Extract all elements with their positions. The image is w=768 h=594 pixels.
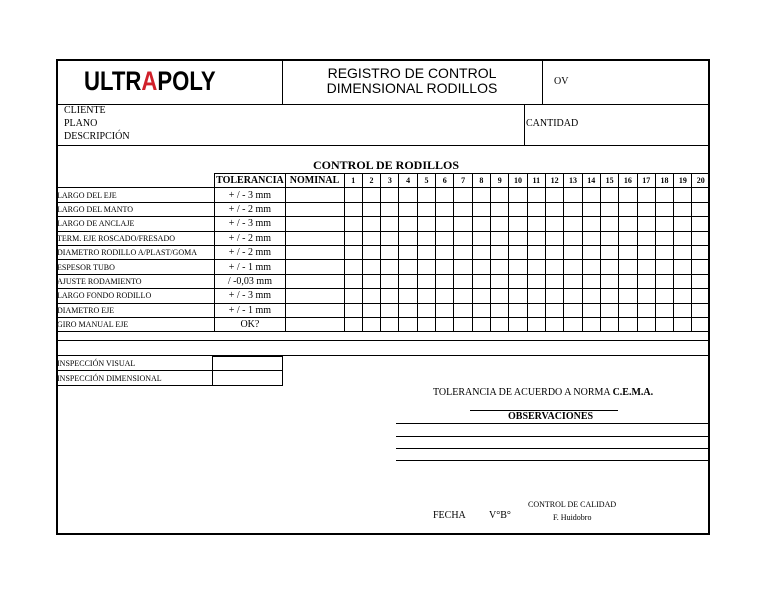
row-label: LARGO DEL EJE — [56, 188, 215, 202]
measurement-cell[interactable] — [564, 260, 582, 274]
measurement-cell[interactable] — [509, 188, 527, 202]
measurement-cell[interactable] — [399, 202, 417, 216]
measurement-cell[interactable] — [655, 217, 673, 231]
measurement-cell[interactable] — [582, 217, 600, 231]
row-tolerance: + / - 2 mm — [215, 231, 285, 245]
row-nominal-field[interactable] — [285, 274, 344, 288]
measurement-cell[interactable] — [692, 202, 710, 216]
measurement-cell[interactable] — [436, 188, 454, 202]
measurement-cell[interactable] — [344, 289, 362, 303]
measurement-cell[interactable] — [655, 289, 673, 303]
observaciones-line-4[interactable] — [396, 460, 710, 461]
measurement-cell[interactable] — [527, 274, 545, 288]
measurement-cell[interactable] — [399, 188, 417, 202]
measurement-cell[interactable] — [381, 202, 399, 216]
measurement-cell[interactable] — [454, 289, 472, 303]
measurement-cell[interactable] — [436, 303, 454, 317]
measurement-cell[interactable] — [655, 188, 673, 202]
col-sample-2: 2 — [362, 174, 380, 188]
inspection-row-dimensional — [56, 371, 282, 385]
row-nominal-field[interactable] — [285, 303, 344, 317]
measurement-cell[interactable] — [417, 231, 435, 245]
col-sample-4: 4 — [399, 174, 417, 188]
measurement-cell[interactable] — [674, 202, 692, 216]
row-nominal-field[interactable] — [285, 231, 344, 245]
measurement-cell[interactable] — [472, 231, 490, 245]
measurement-cell[interactable] — [692, 303, 710, 317]
tolerance-note: TOLERANCIA DE ACUERDO A NORMA C.E.M.A. — [433, 387, 654, 398]
measurement-cell[interactable] — [472, 303, 490, 317]
control-row — [56, 317, 710, 331]
norma-cema: C.E.M.A. — [612, 387, 654, 398]
measurement-cell[interactable] — [655, 202, 673, 216]
measurement-cell[interactable] — [600, 303, 618, 317]
control-row — [56, 245, 710, 259]
measurement-cell[interactable] — [619, 289, 637, 303]
blank-row-line-1 — [56, 340, 710, 341]
measurement-cell[interactable] — [655, 303, 673, 317]
measurement-cell[interactable] — [399, 317, 417, 331]
measurement-cell[interactable] — [362, 317, 380, 331]
measurement-cell[interactable] — [600, 231, 618, 245]
measurement-cell[interactable] — [564, 245, 582, 259]
measurement-cell[interactable] — [545, 317, 563, 331]
measurement-cell[interactable] — [344, 260, 362, 274]
control-row — [56, 289, 710, 303]
measurement-cell[interactable] — [637, 303, 655, 317]
observaciones-line-2[interactable] — [396, 436, 710, 437]
measurement-cell[interactable] — [527, 317, 545, 331]
measurement-cell[interactable] — [692, 245, 710, 259]
company-logo: ULTRAPOLY — [84, 66, 216, 96]
measurement-cell[interactable] — [491, 260, 509, 274]
descripcion-label: DESCRIPCIÓN — [64, 131, 130, 142]
measurement-cell[interactable] — [600, 217, 618, 231]
row-tolerance: + / - 1 mm — [215, 260, 285, 274]
measurement-cell[interactable] — [454, 260, 472, 274]
row-nominal-field[interactable] — [285, 188, 344, 202]
measurement-cell[interactable] — [692, 317, 710, 331]
measurement-cell[interactable] — [582, 317, 600, 331]
inspeccion-dimensional-label: INSPECCIÓN DIMENSIONAL — [56, 371, 212, 385]
control-row — [56, 274, 710, 288]
measurement-cell[interactable] — [509, 231, 527, 245]
row-tolerance: / -0,03 mm — [215, 274, 285, 288]
measurement-cell[interactable] — [399, 289, 417, 303]
measurement-cell[interactable] — [454, 245, 472, 259]
measurement-cell[interactable] — [527, 231, 545, 245]
measurement-cell[interactable] — [399, 303, 417, 317]
measurement-cell[interactable] — [381, 245, 399, 259]
inspeccion-visual-label: INSPECCIÓN VISUAL — [57, 358, 136, 368]
measurement-cell[interactable] — [454, 188, 472, 202]
col-sample-3: 3 — [381, 174, 399, 188]
measurement-cell[interactable] — [454, 303, 472, 317]
measurement-cell[interactable] — [509, 202, 527, 216]
measurement-cell[interactable] — [417, 260, 435, 274]
measurement-cell[interactable] — [564, 231, 582, 245]
col-sample-11: 11 — [527, 174, 545, 188]
measurement-cell[interactable] — [600, 245, 618, 259]
measurement-cell[interactable] — [417, 188, 435, 202]
row-label: LARGO FONDO RODILLO — [56, 289, 215, 303]
measurement-cell[interactable] — [619, 317, 637, 331]
measurement-cell[interactable] — [509, 245, 527, 259]
measurement-cell[interactable] — [362, 217, 380, 231]
header-divider — [56, 104, 710, 105]
measurement-cell[interactable] — [472, 289, 490, 303]
header-divider-2 — [542, 59, 543, 104]
measurement-cell[interactable] — [545, 231, 563, 245]
measurement-cell[interactable] — [545, 274, 563, 288]
row-tolerance: + / - 2 mm — [215, 202, 285, 216]
measurement-cell[interactable] — [527, 245, 545, 259]
measurement-cell[interactable] — [472, 202, 490, 216]
control-row — [56, 303, 710, 317]
measurement-cell[interactable] — [399, 274, 417, 288]
col-sample-6: 6 — [436, 174, 454, 188]
measurement-cell[interactable] — [436, 202, 454, 216]
measurement-cell[interactable] — [637, 260, 655, 274]
measurement-cell[interactable] — [674, 217, 692, 231]
measurement-cell[interactable] — [362, 260, 380, 274]
measurement-cell[interactable] — [472, 260, 490, 274]
measurement-cell[interactable] — [362, 274, 380, 288]
col-nominal: NOMINAL — [285, 174, 344, 188]
measurement-cell[interactable] — [509, 289, 527, 303]
measurement-cell[interactable] — [454, 202, 472, 216]
measurement-cell[interactable] — [362, 188, 380, 202]
measurement-cell[interactable] — [674, 231, 692, 245]
measurement-cell[interactable] — [564, 289, 582, 303]
measurement-cell[interactable] — [344, 188, 362, 202]
col-sample-14: 14 — [582, 174, 600, 188]
measurement-cell[interactable] — [674, 303, 692, 317]
title-line-2: DIMENSIONAL RODILLOS — [326, 80, 498, 96]
measurement-cell[interactable] — [417, 245, 435, 259]
measurement-cell[interactable] — [436, 317, 454, 331]
measurement-cell[interactable] — [381, 317, 399, 331]
measurement-cell[interactable] — [637, 289, 655, 303]
measurement-cell[interactable] — [436, 217, 454, 231]
measurement-cell[interactable] — [692, 217, 710, 231]
measurement-cell[interactable] — [582, 188, 600, 202]
inspection-table — [56, 356, 283, 386]
measurement-cell[interactable] — [545, 289, 563, 303]
row-tolerance: + / - 3 mm — [215, 217, 285, 231]
plano-label: PLANO — [64, 118, 98, 129]
info-labels — [64, 104, 130, 143]
row-label: TERM. EJE ROSCADO/FRESADO — [56, 231, 215, 245]
row-tolerance: + / - 3 mm — [215, 289, 285, 303]
measurement-cell[interactable] — [399, 217, 417, 231]
measurement-cell[interactable] — [600, 289, 618, 303]
measurement-cell[interactable] — [344, 317, 362, 331]
row-nominal-field[interactable] — [285, 245, 344, 259]
measurement-cell[interactable] — [527, 289, 545, 303]
measurement-cell[interactable] — [472, 317, 490, 331]
row-label: GIRO MANUAL EJE — [56, 317, 215, 331]
measurement-cell[interactable] — [655, 260, 673, 274]
measurement-cell[interactable] — [381, 217, 399, 231]
control-header-row — [56, 174, 710, 188]
title-line-1: REGISTRO DE CONTROL — [327, 65, 497, 81]
measurement-cell[interactable] — [381, 303, 399, 317]
measurement-cell[interactable] — [381, 289, 399, 303]
measurement-cell[interactable] — [491, 231, 509, 245]
fecha-label: FECHA — [433, 510, 466, 521]
info-divider — [524, 104, 525, 145]
measurement-cell[interactable] — [655, 245, 673, 259]
measurement-cell[interactable] — [545, 260, 563, 274]
measurement-cell[interactable] — [362, 289, 380, 303]
measurement-cell[interactable] — [655, 274, 673, 288]
measurement-cell[interactable] — [564, 202, 582, 216]
measurement-cell[interactable] — [399, 260, 417, 274]
measurement-cell[interactable] — [417, 217, 435, 231]
measurement-cell[interactable] — [600, 202, 618, 216]
row-label: AJUSTE RODAMIENTO — [56, 274, 215, 288]
control-row — [56, 202, 710, 216]
measurement-cell[interactable] — [637, 217, 655, 231]
measurement-cell[interactable] — [600, 317, 618, 331]
measurement-cell[interactable] — [692, 260, 710, 274]
measurement-cell[interactable] — [362, 303, 380, 317]
measurement-cell[interactable] — [637, 317, 655, 331]
col-sample-8: 8 — [472, 174, 490, 188]
firma-label: F. Huidobro — [553, 513, 592, 522]
measurement-cell[interactable] — [637, 188, 655, 202]
measurement-cell[interactable] — [619, 231, 637, 245]
measurement-cell[interactable] — [619, 245, 637, 259]
measurement-cell[interactable] — [362, 202, 380, 216]
col-sample-5: 5 — [417, 174, 435, 188]
measurement-cell[interactable] — [509, 217, 527, 231]
measurement-cell[interactable] — [564, 303, 582, 317]
col-sample-7: 7 — [454, 174, 472, 188]
col-sample-20: 20 — [692, 174, 710, 188]
measurement-cell[interactable] — [491, 317, 509, 331]
control-row — [56, 231, 710, 245]
measurement-cell[interactable] — [509, 317, 527, 331]
measurement-cell[interactable] — [436, 245, 454, 259]
measurement-cell[interactable] — [674, 188, 692, 202]
measurement-cell[interactable] — [600, 274, 618, 288]
measurement-cell[interactable] — [344, 217, 362, 231]
document-title — [282, 66, 542, 96]
measurement-cell[interactable] — [509, 260, 527, 274]
row-tolerance: + / - 2 mm — [215, 245, 285, 259]
measurement-cell[interactable] — [381, 260, 399, 274]
row-label: DIAMETRO RODILLO A/PLAST/GOMA — [56, 245, 215, 259]
measurement-cell[interactable] — [545, 202, 563, 216]
measurement-cell[interactable] — [582, 245, 600, 259]
cantidad-label: CANTIDAD — [526, 118, 579, 129]
control-row — [56, 188, 710, 202]
row-tolerance: + / - 3 mm — [215, 188, 285, 202]
measurement-cell[interactable] — [436, 289, 454, 303]
measurement-cell[interactable] — [417, 303, 435, 317]
measurement-cell[interactable] — [674, 274, 692, 288]
cliente-label: CLIENTE — [64, 105, 106, 116]
info-bottom-line — [56, 145, 710, 146]
measurement-cell[interactable] — [344, 274, 362, 288]
measurement-cell[interactable] — [564, 217, 582, 231]
measurement-cell[interactable] — [692, 289, 710, 303]
measurement-cell[interactable] — [655, 231, 673, 245]
ov-label: OV — [554, 76, 569, 87]
measurement-cell[interactable] — [472, 245, 490, 259]
col-sample-15: 15 — [600, 174, 618, 188]
measurement-cell[interactable] — [509, 274, 527, 288]
row-label: ESPESOR TUBO — [56, 260, 215, 274]
measurement-cell[interactable] — [381, 231, 399, 245]
measurement-cell[interactable] — [417, 317, 435, 331]
col-sample-12: 12 — [545, 174, 563, 188]
measurement-cell[interactable] — [381, 188, 399, 202]
row-tolerance: OK? — [215, 317, 285, 331]
col-sample-1: 1 — [344, 174, 362, 188]
measurement-cell[interactable] — [545, 188, 563, 202]
observaciones-line-3[interactable] — [396, 448, 710, 449]
measurement-cell[interactable] — [674, 289, 692, 303]
col-sample-10: 10 — [509, 174, 527, 188]
measurement-cell[interactable] — [655, 317, 673, 331]
measurement-cell[interactable] — [381, 274, 399, 288]
measurement-cell[interactable] — [399, 245, 417, 259]
measurement-cell[interactable] — [637, 231, 655, 245]
measurement-cell[interactable] — [619, 260, 637, 274]
observaciones-line-1[interactable] — [396, 423, 710, 424]
col-tolerancia: TOLERANCIA — [216, 175, 284, 187]
measurement-cell[interactable] — [637, 202, 655, 216]
measurement-cell[interactable] — [472, 188, 490, 202]
measurement-cell[interactable] — [582, 231, 600, 245]
measurement-cell[interactable] — [454, 217, 472, 231]
measurement-cell[interactable] — [509, 303, 527, 317]
measurement-cell[interactable] — [545, 217, 563, 231]
measurement-cell[interactable] — [436, 231, 454, 245]
measurement-cell[interactable] — [674, 245, 692, 259]
measurement-cell[interactable] — [527, 217, 545, 231]
measurement-cell[interactable] — [600, 260, 618, 274]
measurement-cell[interactable] — [600, 188, 618, 202]
measurement-cell[interactable] — [491, 289, 509, 303]
row-nominal-field[interactable] — [285, 289, 344, 303]
measurement-cell[interactable] — [362, 231, 380, 245]
measurement-cell[interactable] — [619, 217, 637, 231]
measurement-cell[interactable] — [582, 260, 600, 274]
measurement-cell[interactable] — [344, 202, 362, 216]
measurement-cell[interactable] — [472, 274, 490, 288]
measurement-cell[interactable] — [637, 274, 655, 288]
measurement-cell[interactable] — [362, 245, 380, 259]
measurement-cell[interactable] — [491, 202, 509, 216]
row-nominal-field[interactable] — [285, 260, 344, 274]
measurement-cell[interactable] — [564, 274, 582, 288]
control-row — [56, 217, 710, 231]
measurement-cell[interactable] — [436, 260, 454, 274]
measurement-cell[interactable] — [545, 245, 563, 259]
row-label: LARGO DE ANCLAJE — [56, 217, 215, 231]
measurement-cell[interactable] — [491, 245, 509, 259]
measurement-cell[interactable] — [491, 217, 509, 231]
measurement-cell[interactable] — [527, 303, 545, 317]
measurement-cell[interactable] — [417, 289, 435, 303]
measurement-cell[interactable] — [692, 188, 710, 202]
measurement-cell[interactable] — [674, 260, 692, 274]
control-row — [56, 260, 710, 274]
measurement-cell[interactable] — [454, 274, 472, 288]
row-nominal-field[interactable] — [285, 217, 344, 231]
measurement-cell[interactable] — [619, 274, 637, 288]
measurement-cell[interactable] — [527, 188, 545, 202]
row-nominal-field[interactable] — [285, 317, 344, 331]
col-sample-9: 9 — [491, 174, 509, 188]
row-tolerance: + / - 1 mm — [215, 303, 285, 317]
measurement-cell[interactable] — [527, 260, 545, 274]
measurement-cell[interactable] — [527, 202, 545, 216]
col-sample-16: 16 — [619, 174, 637, 188]
col-sample-19: 19 — [674, 174, 692, 188]
col-sample-13: 13 — [564, 174, 582, 188]
measurement-cell[interactable] — [545, 303, 563, 317]
vb-label: V°B° — [489, 510, 511, 521]
measurement-cell[interactable] — [582, 274, 600, 288]
measurement-cell[interactable] — [344, 231, 362, 245]
measurement-cell[interactable] — [472, 217, 490, 231]
measurement-cell[interactable] — [491, 274, 509, 288]
measurement-cell[interactable] — [619, 188, 637, 202]
measurement-cell[interactable] — [619, 202, 637, 216]
measurement-cell[interactable] — [417, 202, 435, 216]
control-title: CONTROL DE RODILLOS — [313, 158, 460, 172]
measurement-cell[interactable] — [454, 317, 472, 331]
control-calidad-label: CONTROL DE CALIDAD — [528, 500, 617, 509]
measurement-cell[interactable] — [564, 317, 582, 331]
inspeccion-visual-field[interactable] — [212, 357, 282, 371]
measurement-cell[interactable] — [582, 289, 600, 303]
row-nominal-field[interactable] — [285, 202, 344, 216]
measurement-cell[interactable] — [491, 303, 509, 317]
inspection-row-visual — [56, 357, 282, 371]
measurement-cell[interactable] — [564, 188, 582, 202]
inspeccion-dimensional-field[interactable] — [212, 371, 282, 385]
measurement-cell[interactable] — [436, 274, 454, 288]
measurement-cell[interactable] — [454, 231, 472, 245]
col-sample-18: 18 — [655, 174, 673, 188]
measurement-cell[interactable] — [491, 188, 509, 202]
measurement-cell[interactable] — [344, 245, 362, 259]
col-sample-17: 17 — [637, 174, 655, 188]
measurement-cell[interactable] — [692, 231, 710, 245]
row-label: DIAMETRO EJE — [56, 303, 215, 317]
observaciones-title: OBSERVACIONES — [508, 411, 594, 422]
measurement-cell[interactable] — [637, 245, 655, 259]
control-table — [56, 173, 710, 332]
measurement-cell[interactable] — [344, 303, 362, 317]
measurement-cell[interactable] — [417, 274, 435, 288]
measurement-cell[interactable] — [619, 303, 637, 317]
measurement-cell[interactable] — [582, 303, 600, 317]
measurement-cell[interactable] — [692, 274, 710, 288]
row-label: LARGO DEL MANTO — [56, 202, 215, 216]
measurement-cell[interactable] — [582, 202, 600, 216]
measurement-cell[interactable] — [399, 231, 417, 245]
measurement-cell[interactable] — [674, 317, 692, 331]
header-blank — [56, 174, 215, 188]
